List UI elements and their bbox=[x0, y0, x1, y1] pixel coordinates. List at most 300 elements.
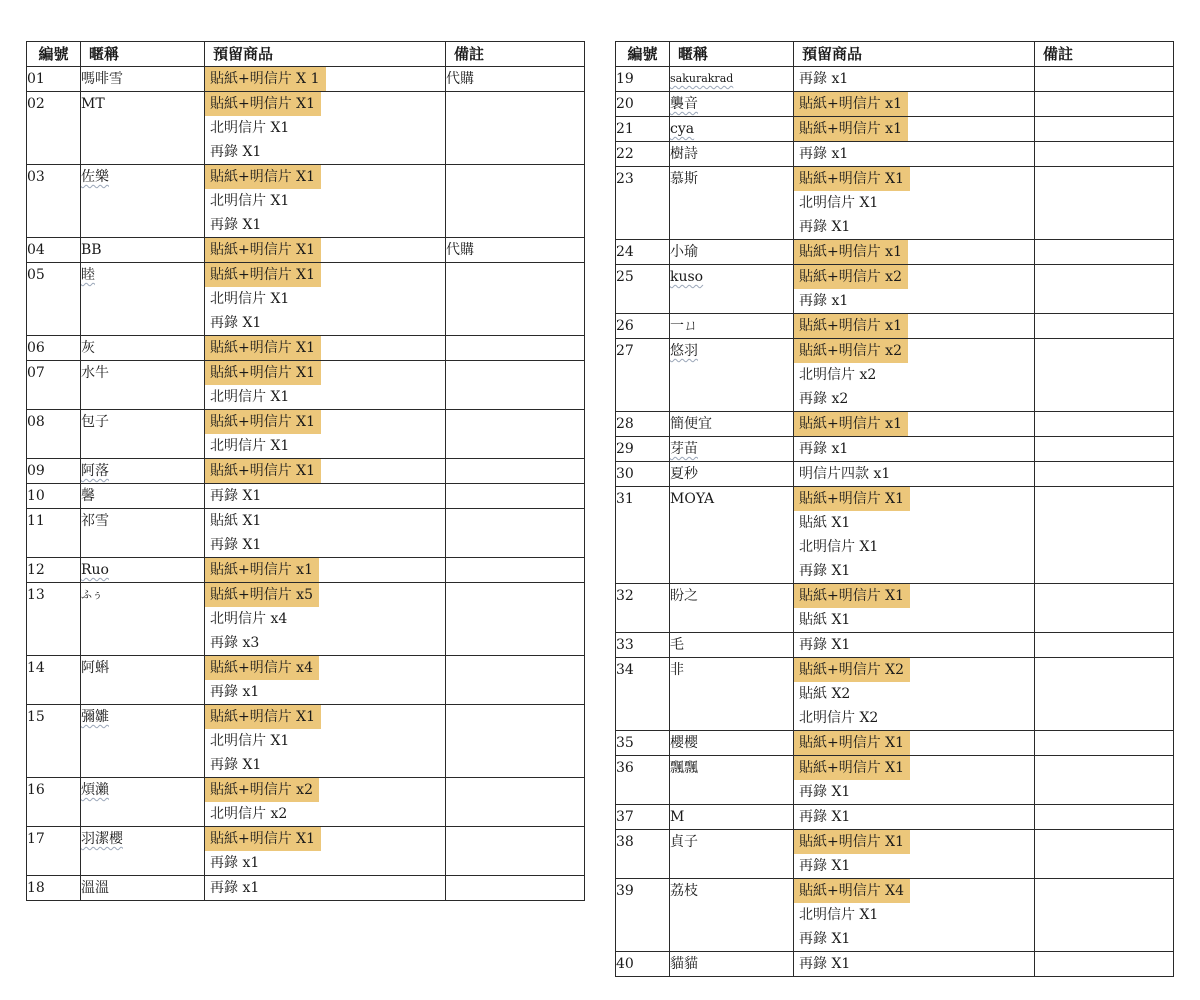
row-note bbox=[446, 336, 585, 361]
item-text: 貼紙+明信片 x5 bbox=[205, 583, 319, 607]
header-row bbox=[616, 42, 1174, 67]
row-number: 01 bbox=[27, 67, 81, 92]
nickname-text: 貓貓 bbox=[670, 956, 698, 972]
row-nickname bbox=[670, 67, 794, 92]
nickname-text: M bbox=[670, 809, 685, 825]
item-text: 北明信片 X2 bbox=[799, 710, 879, 726]
row-note bbox=[1035, 265, 1174, 314]
item-text: 再錄 X1 bbox=[799, 219, 851, 235]
row-items bbox=[794, 731, 1035, 756]
row-nickname bbox=[81, 165, 205, 238]
item-text: 再錄 X1 bbox=[799, 858, 851, 874]
nickname-text: 悠羽 bbox=[670, 343, 698, 359]
item-text: 貼紙+明信片 X 1 bbox=[205, 67, 326, 91]
row-items bbox=[794, 117, 1035, 142]
highlighted-item bbox=[794, 92, 1034, 116]
item-text: 再錄 x3 bbox=[210, 635, 260, 651]
nickname-text: 芽苗 bbox=[670, 441, 698, 457]
nickname-text: 彌雛 bbox=[81, 709, 109, 725]
row-nickname bbox=[670, 117, 794, 142]
item-text: 再錄 X1 bbox=[210, 315, 262, 331]
row-items bbox=[205, 876, 446, 901]
table-row bbox=[616, 314, 1174, 339]
row-nickname bbox=[670, 879, 794, 952]
row-items bbox=[794, 462, 1035, 487]
row-items bbox=[794, 584, 1035, 633]
nickname-text: 佐樂 bbox=[81, 169, 109, 185]
item-text: 貼紙+明信片 x1 bbox=[794, 92, 908, 116]
row-number: 11 bbox=[27, 509, 81, 558]
item-text: 再錄 x1 bbox=[799, 146, 849, 162]
highlighted-item bbox=[794, 167, 1034, 191]
row-number: 18 bbox=[27, 876, 81, 901]
item-text: 貼紙+明信片 X2 bbox=[794, 658, 910, 682]
item-text: 再錄 x1 bbox=[799, 441, 849, 457]
row-nickname bbox=[670, 952, 794, 977]
item-line bbox=[794, 805, 1034, 829]
nickname-text: MOYA bbox=[670, 491, 715, 507]
highlighted-item bbox=[205, 165, 445, 189]
item-text: 貼紙 X1 bbox=[799, 515, 851, 531]
nickname-text: 襲音 bbox=[670, 96, 698, 112]
nickname-text: 夏秒 bbox=[670, 466, 698, 482]
nickname-text: 非 bbox=[670, 662, 684, 678]
row-number: 16 bbox=[27, 778, 81, 827]
header-nickname: 暱稱 bbox=[81, 42, 205, 67]
item-text: 貼紙+明信片 x1 bbox=[794, 314, 908, 338]
highlighted-item bbox=[794, 240, 1034, 264]
table-row bbox=[616, 584, 1174, 633]
item-line bbox=[205, 140, 445, 164]
row-number: 05 bbox=[27, 263, 81, 336]
highlighted-item bbox=[205, 827, 445, 851]
row-number: 30 bbox=[616, 462, 670, 487]
nickname-text: 嗎啡雪 bbox=[81, 71, 123, 87]
item-text: 貼紙+明信片 X1 bbox=[205, 263, 321, 287]
item-line bbox=[794, 854, 1034, 878]
item-text: 再錄 x1 bbox=[210, 684, 260, 700]
row-number: 23 bbox=[616, 167, 670, 240]
nickname-text: 包子 bbox=[81, 414, 109, 430]
row-number: 14 bbox=[27, 656, 81, 705]
item-line bbox=[205, 851, 445, 875]
row-nickname bbox=[81, 509, 205, 558]
row-number: 02 bbox=[27, 92, 81, 165]
item-line bbox=[794, 67, 1034, 91]
row-nickname bbox=[670, 314, 794, 339]
item-text: 貼紙+明信片 X1 bbox=[205, 459, 321, 483]
row-nickname bbox=[670, 167, 794, 240]
item-line bbox=[794, 682, 1034, 706]
table-row bbox=[616, 240, 1174, 265]
row-items bbox=[205, 583, 446, 656]
row-note bbox=[1035, 462, 1174, 487]
item-text: 北明信片 X1 bbox=[210, 733, 290, 749]
item-text: 北明信片 X1 bbox=[210, 193, 290, 209]
row-note bbox=[1035, 339, 1174, 412]
row-number: 15 bbox=[27, 705, 81, 778]
item-text: 再錄 x1 bbox=[799, 293, 849, 309]
item-text: 貼紙 X2 bbox=[799, 686, 851, 702]
item-line bbox=[794, 608, 1034, 632]
row-nickname bbox=[670, 462, 794, 487]
row-nickname bbox=[81, 263, 205, 336]
row-note bbox=[446, 484, 585, 509]
row-items bbox=[205, 459, 446, 484]
nickname-text: MT bbox=[81, 96, 105, 112]
row-number: 21 bbox=[616, 117, 670, 142]
table-row bbox=[616, 142, 1174, 167]
row-nickname bbox=[670, 265, 794, 314]
item-text: 再錄 X1 bbox=[799, 931, 851, 947]
highlighted-item bbox=[794, 314, 1034, 338]
row-nickname bbox=[81, 583, 205, 656]
table-row bbox=[27, 263, 585, 336]
nickname-text: cya bbox=[670, 121, 695, 137]
row-number: 40 bbox=[616, 952, 670, 977]
row-note bbox=[446, 410, 585, 459]
table-row bbox=[27, 656, 585, 705]
row-items bbox=[794, 142, 1035, 167]
table-row bbox=[27, 509, 585, 558]
table-row bbox=[616, 339, 1174, 412]
row-number: 06 bbox=[27, 336, 81, 361]
header-no: 編號 bbox=[616, 42, 670, 67]
item-text: 再錄 x1 bbox=[210, 880, 260, 896]
row-nickname bbox=[81, 656, 205, 705]
table-row bbox=[27, 336, 585, 361]
item-text: 再錄 X1 bbox=[210, 757, 262, 773]
nickname-text: ふぅ bbox=[81, 588, 103, 601]
item-text: 貼紙+明信片 x2 bbox=[794, 339, 908, 363]
item-text: 貼紙+明信片 X1 bbox=[205, 827, 321, 851]
row-note bbox=[1035, 117, 1174, 142]
header-row bbox=[27, 42, 585, 67]
row-nickname bbox=[81, 558, 205, 583]
row-items bbox=[794, 265, 1035, 314]
row-note bbox=[446, 656, 585, 705]
row-number: 09 bbox=[27, 459, 81, 484]
item-line bbox=[205, 802, 445, 826]
row-note bbox=[446, 459, 585, 484]
item-line bbox=[794, 511, 1034, 535]
table-row bbox=[616, 805, 1174, 830]
row-note bbox=[1035, 142, 1174, 167]
highlighted-item bbox=[794, 879, 1034, 903]
item-line bbox=[205, 753, 445, 777]
row-number: 38 bbox=[616, 830, 670, 879]
item-text: 北明信片 X1 bbox=[210, 389, 290, 405]
item-text: 貼紙+明信片 x2 bbox=[205, 778, 319, 802]
item-text: 貼紙+明信片 X1 bbox=[205, 705, 321, 729]
highlighted-item bbox=[205, 361, 445, 385]
row-items bbox=[205, 361, 446, 410]
row-number: 33 bbox=[616, 633, 670, 658]
highlighted-item bbox=[794, 412, 1034, 436]
row-nickname bbox=[670, 142, 794, 167]
row-nickname bbox=[670, 339, 794, 412]
row-nickname bbox=[81, 336, 205, 361]
row-number: 20 bbox=[616, 92, 670, 117]
item-text: 再錄 X1 bbox=[799, 784, 851, 800]
item-text: 北明信片 X1 bbox=[210, 438, 290, 454]
item-text: 再錄 x1 bbox=[210, 855, 260, 871]
row-nickname bbox=[81, 92, 205, 165]
table-row bbox=[27, 165, 585, 238]
row-items bbox=[205, 410, 446, 459]
item-text: 再錄 X1 bbox=[799, 809, 851, 825]
row-note bbox=[1035, 167, 1174, 240]
item-line bbox=[794, 387, 1034, 411]
table-row bbox=[27, 410, 585, 459]
nickname-text: 盼之 bbox=[670, 588, 698, 604]
item-text: 貼紙+明信片 X1 bbox=[794, 756, 910, 780]
table-row bbox=[27, 558, 585, 583]
row-number: 27 bbox=[616, 339, 670, 412]
highlighted-item bbox=[794, 830, 1034, 854]
table-row bbox=[616, 412, 1174, 437]
item-text: 貼紙+明信片 x1 bbox=[794, 240, 908, 264]
row-items bbox=[794, 633, 1035, 658]
row-note bbox=[1035, 67, 1174, 92]
item-text: 貼紙+明信片 X1 bbox=[205, 361, 321, 385]
item-text: 北明信片 X1 bbox=[210, 120, 290, 136]
highlighted-item bbox=[205, 238, 445, 262]
row-nickname bbox=[670, 584, 794, 633]
nickname-text: 慕斯 bbox=[670, 171, 698, 187]
table-row bbox=[616, 756, 1174, 805]
row-note bbox=[446, 263, 585, 336]
row-note bbox=[1035, 879, 1174, 952]
item-line bbox=[794, 462, 1034, 486]
row-number: 35 bbox=[616, 731, 670, 756]
item-line bbox=[205, 680, 445, 704]
highlighted-item bbox=[205, 583, 445, 607]
highlighted-item bbox=[794, 584, 1034, 608]
row-nickname bbox=[670, 437, 794, 462]
row-note bbox=[1035, 805, 1174, 830]
row-nickname bbox=[670, 412, 794, 437]
item-line bbox=[205, 729, 445, 753]
row-items bbox=[205, 778, 446, 827]
row-note bbox=[1035, 314, 1174, 339]
row-number: 08 bbox=[27, 410, 81, 459]
table-row bbox=[616, 437, 1174, 462]
table-row bbox=[616, 92, 1174, 117]
nickname-text: 貞子 bbox=[670, 834, 698, 850]
row-number: 32 bbox=[616, 584, 670, 633]
row-note bbox=[446, 705, 585, 778]
header-items: 預留商品 bbox=[794, 42, 1035, 67]
row-items bbox=[205, 336, 446, 361]
row-nickname bbox=[670, 756, 794, 805]
item-text: 北明信片 x2 bbox=[210, 806, 288, 822]
item-line bbox=[794, 289, 1034, 313]
row-items bbox=[205, 558, 446, 583]
nickname-text: 阿落 bbox=[81, 463, 109, 479]
item-text: 貼紙+明信片 X4 bbox=[794, 879, 910, 903]
row-items bbox=[794, 437, 1035, 462]
item-text: 貼紙 X1 bbox=[210, 513, 262, 529]
table-row bbox=[616, 952, 1174, 977]
highlighted-item bbox=[205, 459, 445, 483]
row-note bbox=[446, 827, 585, 876]
item-text: 北明信片 X1 bbox=[799, 907, 879, 923]
row-number: 34 bbox=[616, 658, 670, 731]
header-no: 編號 bbox=[27, 42, 81, 67]
item-text: 再錄 X1 bbox=[210, 537, 262, 553]
row-number: 29 bbox=[616, 437, 670, 462]
table-row bbox=[616, 117, 1174, 142]
table-row bbox=[27, 361, 585, 410]
highlighted-item bbox=[205, 263, 445, 287]
table-row bbox=[27, 778, 585, 827]
row-nickname bbox=[670, 658, 794, 731]
row-number: 25 bbox=[616, 265, 670, 314]
row-number: 37 bbox=[616, 805, 670, 830]
item-text: 再錄 x1 bbox=[799, 71, 849, 87]
header-note: 備註 bbox=[446, 42, 585, 67]
row-nickname bbox=[81, 778, 205, 827]
row-number: 13 bbox=[27, 583, 81, 656]
nickname-text: sakurakrad bbox=[670, 72, 734, 85]
row-nickname bbox=[81, 705, 205, 778]
table-row bbox=[616, 658, 1174, 731]
highlighted-item bbox=[794, 339, 1034, 363]
item-line bbox=[794, 927, 1034, 951]
item-text: 再錄 X1 bbox=[210, 144, 262, 160]
row-number: 22 bbox=[616, 142, 670, 167]
item-line bbox=[205, 287, 445, 311]
row-items bbox=[205, 165, 446, 238]
nickname-text: 毛 bbox=[670, 637, 684, 653]
row-number: 28 bbox=[616, 412, 670, 437]
nickname-text: 簡便宜 bbox=[670, 416, 712, 432]
nickname-text: 煩瀨 bbox=[81, 782, 109, 798]
item-text: 再錄 X1 bbox=[210, 217, 262, 233]
row-items bbox=[794, 412, 1035, 437]
row-items bbox=[794, 487, 1035, 584]
highlighted-item bbox=[205, 656, 445, 680]
row-nickname bbox=[670, 240, 794, 265]
highlighted-item bbox=[205, 410, 445, 434]
item-line bbox=[794, 903, 1034, 927]
row-number: 04 bbox=[27, 238, 81, 263]
item-text: 貼紙+明信片 X1 bbox=[205, 336, 321, 360]
item-text: 貼紙+明信片 X1 bbox=[205, 92, 321, 116]
item-line bbox=[205, 533, 445, 557]
item-text: 北明信片 X1 bbox=[799, 195, 879, 211]
item-line bbox=[205, 213, 445, 237]
highlighted-item bbox=[794, 756, 1034, 780]
highlighted-item bbox=[794, 658, 1034, 682]
table-row bbox=[27, 238, 585, 263]
highlighted-item bbox=[794, 117, 1034, 141]
row-note bbox=[446, 92, 585, 165]
table-row bbox=[616, 67, 1174, 92]
item-line bbox=[794, 559, 1034, 583]
nickname-text: 溫溫 bbox=[81, 880, 109, 896]
row-note: 代購 bbox=[446, 238, 585, 263]
item-line bbox=[205, 876, 445, 900]
row-number: 31 bbox=[616, 487, 670, 584]
header-items: 預留商品 bbox=[205, 42, 446, 67]
row-items bbox=[205, 509, 446, 558]
row-items bbox=[205, 263, 446, 336]
row-number: 03 bbox=[27, 165, 81, 238]
row-note bbox=[1035, 830, 1174, 879]
row-note bbox=[1035, 633, 1174, 658]
item-text: 貼紙+明信片 X1 bbox=[205, 410, 321, 434]
row-number: 17 bbox=[27, 827, 81, 876]
item-line bbox=[794, 952, 1034, 976]
reservation-table-left bbox=[26, 41, 585, 901]
row-nickname bbox=[670, 830, 794, 879]
row-items bbox=[794, 167, 1035, 240]
row-items bbox=[794, 92, 1035, 117]
row-number: 07 bbox=[27, 361, 81, 410]
item-line bbox=[205, 116, 445, 140]
nickname-text: 小瑜 bbox=[670, 244, 698, 260]
nickname-text: 水牛 bbox=[81, 365, 109, 381]
row-number: 12 bbox=[27, 558, 81, 583]
row-note bbox=[1035, 658, 1174, 731]
table-row bbox=[616, 731, 1174, 756]
row-note bbox=[446, 509, 585, 558]
row-nickname bbox=[81, 410, 205, 459]
row-note: 代購 bbox=[446, 67, 585, 92]
row-note bbox=[446, 583, 585, 656]
row-note bbox=[1035, 584, 1174, 633]
row-nickname bbox=[670, 487, 794, 584]
row-items bbox=[794, 67, 1035, 92]
nickname-text: 一ㄩ bbox=[670, 318, 698, 334]
row-nickname bbox=[81, 459, 205, 484]
row-note bbox=[446, 558, 585, 583]
nickname-text: 馨 bbox=[81, 488, 95, 504]
table-row bbox=[27, 876, 585, 901]
item-line bbox=[794, 780, 1034, 804]
item-line bbox=[205, 631, 445, 655]
row-items bbox=[205, 827, 446, 876]
table-row bbox=[27, 92, 585, 165]
item-line bbox=[205, 189, 445, 213]
item-text: 貼紙+明信片 X1 bbox=[794, 731, 910, 755]
item-line bbox=[205, 607, 445, 631]
item-text: 貼紙+明信片 x1 bbox=[794, 412, 908, 436]
item-text: 貼紙+明信片 x2 bbox=[794, 265, 908, 289]
row-number: 24 bbox=[616, 240, 670, 265]
item-text: 貼紙+明信片 x1 bbox=[794, 117, 908, 141]
item-text: 貼紙+明信片 X1 bbox=[205, 238, 321, 262]
item-text: 再錄 X1 bbox=[799, 563, 851, 579]
row-note bbox=[446, 778, 585, 827]
item-line bbox=[794, 142, 1034, 166]
nickname-text: 飄飄 bbox=[670, 760, 698, 776]
header-note: 備註 bbox=[1035, 42, 1174, 67]
nickname-text: 灰 bbox=[81, 340, 95, 356]
item-line bbox=[205, 311, 445, 335]
row-items bbox=[205, 238, 446, 263]
item-line bbox=[205, 484, 445, 508]
nickname-text: 祁雪 bbox=[81, 513, 109, 529]
item-line bbox=[205, 434, 445, 458]
table-row bbox=[616, 487, 1174, 584]
table-row bbox=[27, 459, 585, 484]
nickname-text: 睦 bbox=[81, 267, 95, 283]
table-row bbox=[27, 827, 585, 876]
row-nickname bbox=[81, 827, 205, 876]
